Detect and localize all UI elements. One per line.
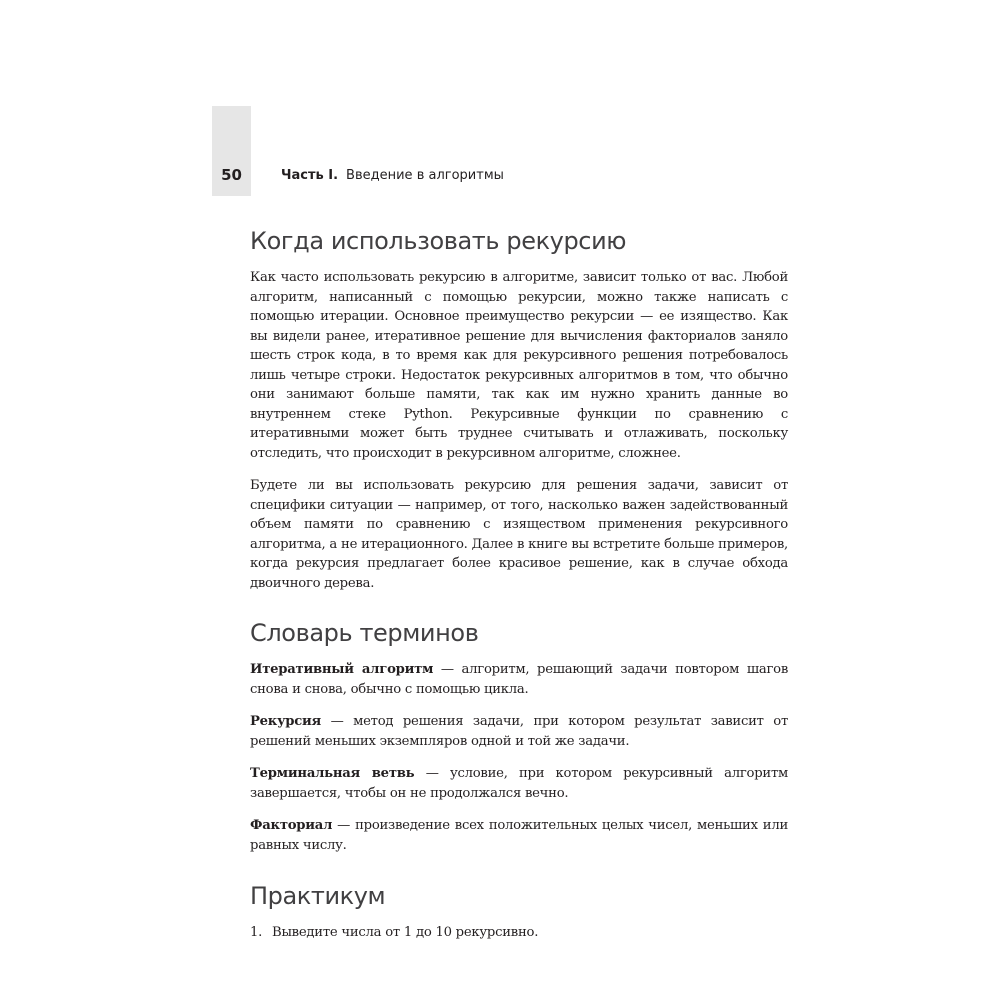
running-head — [281, 166, 504, 186]
glossary-definition: — условие, при котором рекурсивный алгоритм завершается, чтобы он не продолжался вечно. — [250, 766, 789, 801]
exercise-number: 1. — [250, 925, 263, 940]
paragraph: Как часто использовать рекурсию в алгоритме, зависит только от вас. Любой алгоритм, написанный с помощью рекурсии, можно также написать с помощью итерации. Основное преимущество рекурсии — ее изящество. Как вы видели ранее, итеративное решение для вычисления факториалов заняло шесть строк кода, в то время как для рекурсивного решения потребовалось лишь четыре строки. Недостаток рекурсивных алгоритмов в том, что обычно они занимают больше памяти, так как им нужно хранить данные во внутреннем стеке Python. Рекурсивные функции по сравнению с итеративными может быть труднее считывать и отлаживать, поскольку отследить, что происходит в рекурсивном алгоритме, сложнее. — [250, 270, 788, 461]
glossary-definition: — алгоритм, решающий задачи повтором шагов снова и снова, обычно с помощью цикла. — [250, 662, 789, 697]
part-title: Введение в алгоритмы — [346, 168, 504, 183]
part-label: Часть I. — [281, 168, 339, 183]
glossary-entry — [250, 660, 788, 699]
glossary-term: Факториал — [250, 818, 333, 833]
glossary-definition: — метод решения задачи, при котором результат зависит от решений меньших экземпляров одной и той же задачи. — [250, 714, 788, 749]
exercise-text: Выведите числа от 1 до 10 рекурсивно. — [272, 925, 539, 940]
section-title-practice: Практикум — [250, 882, 386, 910]
section-title-glossary: Словарь терминов — [250, 619, 479, 647]
glossary-term: Итеративный алгоритм — [250, 662, 434, 677]
exercise-item — [250, 923, 788, 943]
glossary-definition: — произведение всех положительных целых чисел, меньших или равных числу. — [250, 818, 788, 853]
glossary-term: Рекурсия — [250, 714, 322, 729]
glossary-entry — [250, 816, 788, 855]
page-content — [250, 224, 788, 956]
glossary-entry — [250, 712, 788, 751]
section-title-when-recursion: Когда использовать рекурсию — [250, 227, 627, 255]
glossary-entry — [250, 764, 788, 803]
paragraph: Будете ли вы использовать рекурсию для решения задачи, зависит от специфики ситуации — например, от того, насколько важен задействованный объем памяти по сравнению с изяществом применения рекурсивного алгоритма, а не итерационного. Далее в книге вы встретите больше примеров, когда рекурсия предлагает более красивое решение, как в случае обхода двоичного дерева. — [250, 478, 788, 591]
glossary-term: Терминальная ветвь — [250, 766, 415, 781]
page-number: 50 — [221, 166, 242, 184]
